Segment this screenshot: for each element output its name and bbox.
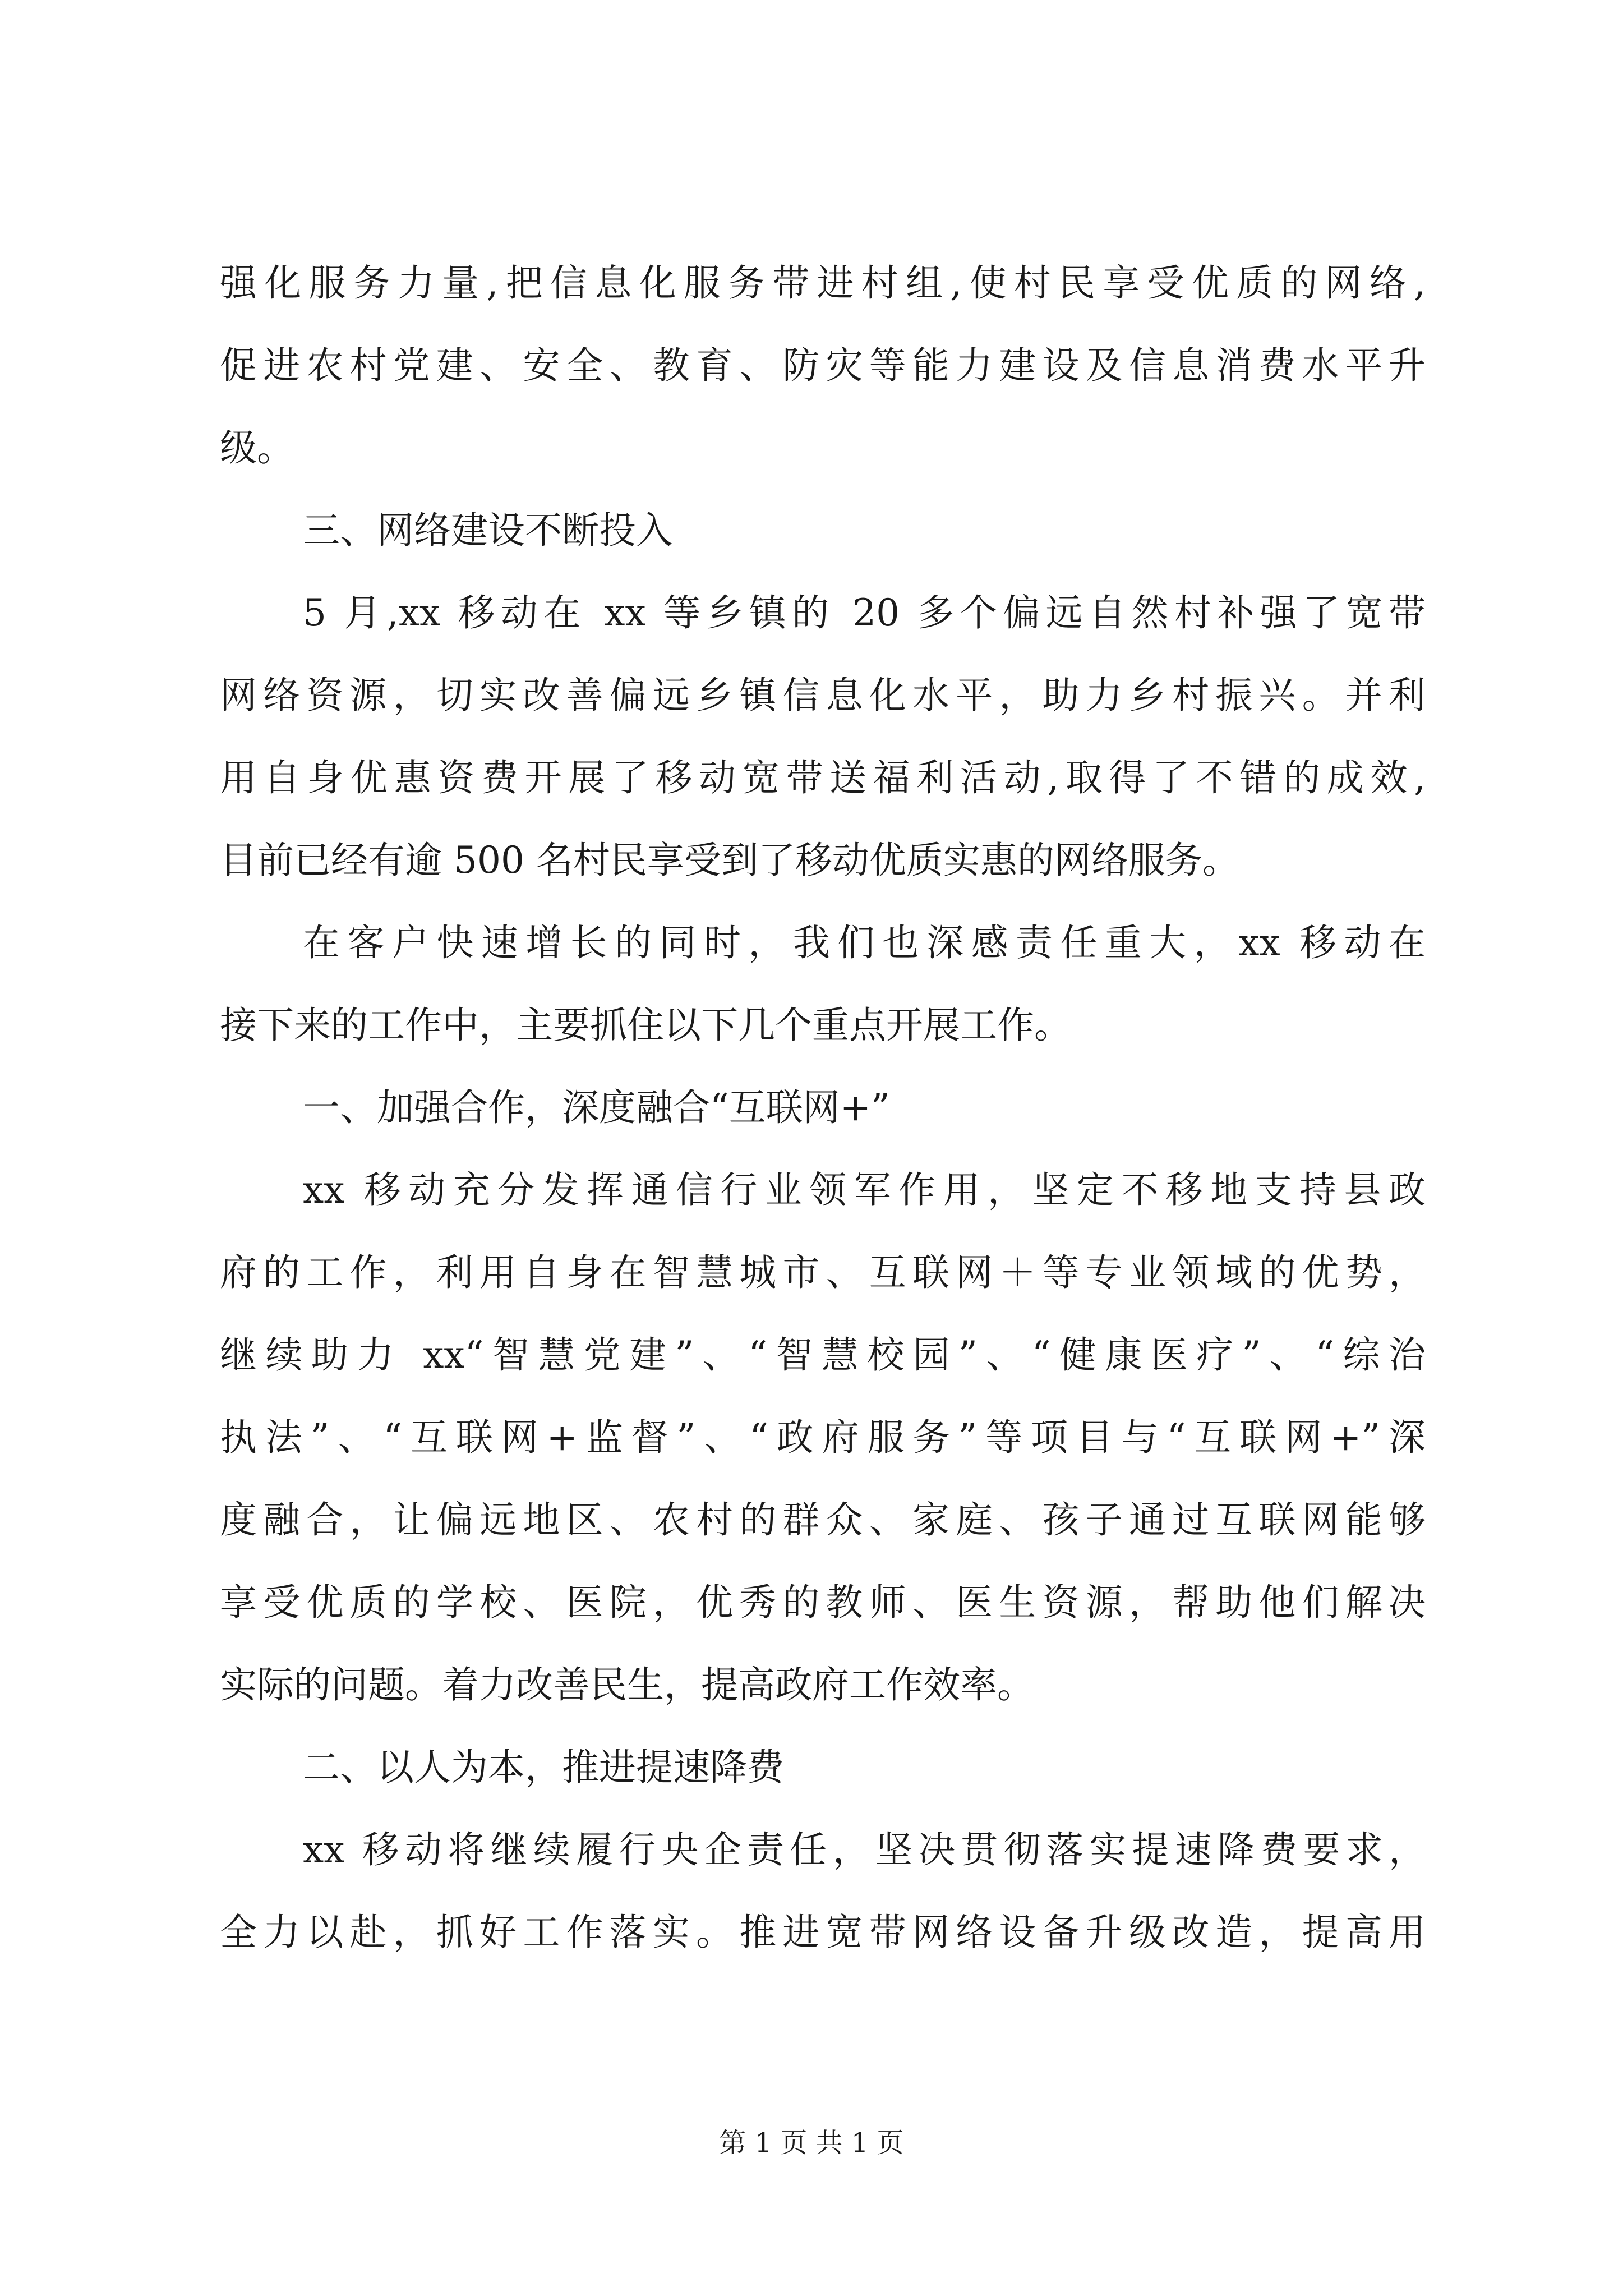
paragraph-line: xx 移动充分发挥通信行业领军作用，坚定不移地支持县政 — [303, 1168, 1426, 1212]
paragraph-line: 目前已经有逾 500 名村民享受到了移动优质实惠的网络服务。 — [220, 839, 1239, 882]
paragraph-line: 网络资源，切实改善偏远乡镇信息化水平，助力乡村振兴。并利 — [220, 674, 1426, 717]
paragraph-line: xx 移动将继续履行央企责任，坚决贯彻落实提速降费要求， — [303, 1828, 1426, 1871]
paragraph-line: 级。 — [220, 426, 294, 470]
paragraph-line: 府的工作，利用自身在智慧城市、互联网＋等专业领域的优势， — [220, 1251, 1426, 1294]
paragraph-line: 强化服务力量,把信息化服务带进村组,使村民享受优质的网络, — [220, 261, 1426, 305]
section-heading: 二、以人为本，推进提速降费 — [303, 1746, 784, 1789]
section-heading: 三、网络建设不断投入 — [303, 509, 673, 552]
paragraph-line: 5 月,xx 移动在 xx 等乡镇的 20 多个偏远自然村补强了宽带 — [303, 591, 1426, 634]
paragraph-line: 在客户快速增长的同时，我们也深感责任重大，xx 移动在 — [303, 921, 1426, 964]
section-heading: 一、加强合作，深度融合“互联网+” — [303, 1086, 890, 1129]
page-number-footer: 第 1 页 共 1 页 — [719, 2127, 904, 2159]
paragraph-line: 促进农村党建、安全、教育、防灾等能力建设及信息消费水平升 — [220, 344, 1426, 387]
paragraph-line: 全力以赴，抓好工作落实。推进宽带网络设备升级改造，提高用 — [220, 1911, 1426, 1954]
paragraph-line: 度融合，让偏远地区、农村的群众、家庭、孩子通过互联网能够 — [220, 1498, 1426, 1542]
paragraph-line: 用自身优惠资费开展了移动宽带送福利活动,取得了不错的成效, — [220, 756, 1426, 799]
paragraph-line: 继续助力 xx“智慧党建”、“智慧校园”、“健康医疗”、“综治 — [220, 1333, 1426, 1377]
paragraph-line: 享受优质的学校、医院，优秀的教师、医生资源，帮助他们解决 — [220, 1581, 1426, 1624]
body-text — [220, 261, 1426, 1993]
paragraph-line: 接下来的工作中，主要抓住以下几个重点开展工作。 — [220, 1004, 1071, 1047]
paragraph-line: 实际的问题。着力改善民生，提高政府工作效率。 — [220, 1663, 1034, 1706]
paragraph-line: 执法”、“互联网+监督”、“政府服务”等项目与“互联网+”深 — [220, 1416, 1426, 1459]
